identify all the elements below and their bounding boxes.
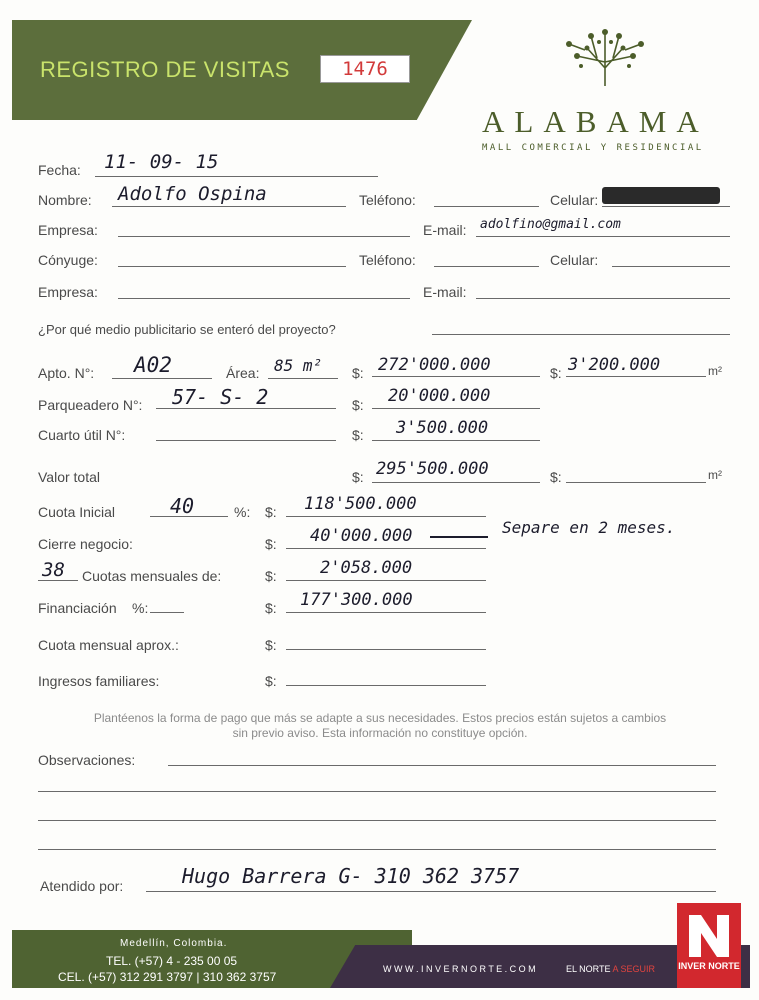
fecha-line bbox=[95, 176, 378, 177]
observaciones-line-3 bbox=[38, 820, 716, 821]
cuota-aprox-currency: $: bbox=[265, 637, 277, 653]
empresa-line bbox=[118, 236, 410, 237]
footer-tel: TEL. (+57) 4 - 235 00 05 bbox=[106, 954, 238, 968]
ingresos-line bbox=[286, 685, 486, 686]
cuarto-valor: 3'500.000 bbox=[396, 418, 489, 438]
footer-website: W W W . I N V E R N O R T E . C O M bbox=[383, 964, 536, 974]
footer-slogan-part2: A SEGUIR bbox=[612, 964, 656, 974]
apto-valor: 272'000.000 bbox=[378, 355, 491, 375]
valor-m2-line bbox=[566, 376, 706, 377]
footer-slogan-part1: EL NORTE bbox=[566, 964, 611, 974]
disclaimer-line2: sin previo aviso. Esta información no constituye opción. bbox=[232, 726, 528, 740]
brand-subtitle: MALL COMERCIAL Y RESIDENCIAL bbox=[482, 143, 704, 153]
cierre-dash-stroke bbox=[430, 536, 488, 538]
alabama-tree-logo-icon bbox=[555, 26, 655, 90]
cuarto-label: Cuarto útil N°: bbox=[38, 427, 126, 443]
conyuge-celular-line bbox=[612, 266, 730, 267]
redacted-phone bbox=[602, 187, 720, 204]
email-label: E-mail: bbox=[423, 222, 467, 238]
conyuge-telefono-label: Teléfono: bbox=[359, 252, 416, 268]
logo-text: INVER NORTE bbox=[678, 961, 740, 971]
celular-label: Celular: bbox=[550, 192, 599, 208]
cierre-currency: $: bbox=[265, 536, 277, 552]
invernorte-n-icon bbox=[677, 907, 741, 963]
cuota-inicial-label: Cuota Inicial bbox=[38, 504, 116, 520]
m2-unit: m² bbox=[708, 364, 722, 378]
email2-label: E-mail: bbox=[423, 284, 467, 300]
conyuge-line bbox=[118, 266, 346, 267]
apto-currency: $: bbox=[352, 365, 364, 381]
observaciones-label: Observaciones: bbox=[38, 752, 136, 768]
conyuge-celular-label: Celular: bbox=[550, 252, 599, 268]
email2-line bbox=[476, 298, 730, 299]
parqueadero-valor-line bbox=[372, 408, 540, 409]
brand-name: ALABAMA bbox=[482, 104, 709, 139]
valor-total: 295'500.000 bbox=[376, 459, 489, 479]
nombre-label: Nombre: bbox=[38, 192, 92, 208]
area-value: 85 m² bbox=[274, 356, 323, 375]
email-value: adolfino@gmail.com bbox=[480, 217, 621, 232]
area-line bbox=[268, 378, 338, 379]
valor-total-m2-currency: $: bbox=[550, 469, 562, 485]
cuotas-currency: $: bbox=[265, 568, 277, 584]
observaciones-line-2 bbox=[38, 791, 716, 792]
cuota-mensual-line bbox=[286, 580, 486, 581]
empresa2-label: Empresa: bbox=[38, 284, 98, 300]
empresa2-line bbox=[118, 298, 410, 299]
fecha-value: 11- 09- 15 bbox=[104, 151, 219, 173]
parqueadero-value: 57- S- 2 bbox=[172, 385, 269, 409]
area-label: Área: bbox=[226, 365, 260, 381]
cuota-inicial-percent: %: bbox=[234, 504, 251, 520]
conyuge-label: Cónyuge: bbox=[38, 252, 98, 268]
cuota-inicial-valor: 118'500.000 bbox=[304, 494, 417, 514]
valor-total-m2-line bbox=[566, 482, 706, 483]
atendido-line bbox=[146, 891, 716, 892]
cierre-valor: 40'000.000 bbox=[310, 526, 413, 546]
cuarto-line bbox=[156, 440, 336, 441]
m2-currency: $: bbox=[550, 365, 562, 381]
parqueadero-label: Parqueadero N°: bbox=[38, 397, 143, 413]
conyuge-telefono-line bbox=[434, 266, 539, 267]
telefono-label: Teléfono: bbox=[359, 192, 416, 208]
medio-line bbox=[432, 334, 730, 335]
observaciones-line-4 bbox=[38, 849, 716, 850]
cuotas-mensuales-label: Cuotas mensuales de: bbox=[82, 568, 222, 584]
fecha-label: Fecha: bbox=[38, 162, 81, 178]
valor-total-currency: $: bbox=[352, 469, 364, 485]
cierre-label: Cierre negocio: bbox=[38, 536, 133, 552]
medio-label: ¿Por qué medio publicitario se enteró del proyecto? bbox=[38, 322, 336, 337]
cuarto-valor-line bbox=[372, 440, 540, 441]
parqueadero-valor: 20'000.000 bbox=[388, 386, 491, 406]
financiacion-label: Financiación bbox=[38, 600, 117, 616]
footer-city: Medellín, Colombia. bbox=[120, 938, 228, 949]
financiacion-pct-line bbox=[150, 612, 184, 613]
cuota-mensual-valor: 2'058.000 bbox=[320, 558, 413, 578]
cuota-inicial-pct: 40 bbox=[170, 494, 195, 518]
apto-valor-line bbox=[372, 376, 540, 377]
observaciones-line-1 bbox=[168, 765, 716, 766]
invernorte-logo bbox=[677, 903, 741, 988]
atendido-label: Atendido por: bbox=[40, 878, 124, 894]
financiacion-pct-label: %: bbox=[132, 600, 149, 616]
cierre-valor-line bbox=[286, 548, 486, 549]
footer-slogan bbox=[566, 964, 655, 974]
cuota-inicial-currency: $: bbox=[265, 504, 277, 520]
ingresos-currency: $: bbox=[265, 673, 277, 689]
valor-total-m2-unit: m² bbox=[708, 468, 722, 482]
empresa-label: Empresa: bbox=[38, 222, 98, 238]
cuota-aprox-line bbox=[286, 649, 486, 650]
atendido-value: Hugo Barrera G- 310 362 3757 bbox=[182, 864, 520, 888]
cuarto-currency: $: bbox=[352, 427, 364, 443]
valor-m2: 3'200.000 bbox=[568, 355, 661, 375]
form-number: 1476 bbox=[320, 55, 410, 83]
form-title: REGISTRO DE VISITAS bbox=[40, 57, 290, 82]
cierre-nota: Separe en 2 meses. bbox=[502, 518, 676, 537]
apto-value: A02 bbox=[134, 353, 172, 377]
email-line bbox=[476, 236, 730, 237]
cuota-inicial-valor-line bbox=[286, 516, 486, 517]
apto-label: Apto. N°: bbox=[38, 365, 95, 381]
apto-line bbox=[112, 378, 212, 379]
parqueadero-currency: $: bbox=[352, 397, 364, 413]
valor-total-line bbox=[372, 482, 540, 483]
financiacion-currency: $: bbox=[265, 600, 277, 616]
nombre-value: Adolfo Ospina bbox=[118, 183, 267, 205]
disclaimer-line1: Plantéenos la forma de pago que más se adapte a sus necesidades. Estos precios están sujetos a cambios bbox=[93, 711, 667, 725]
ingresos-label: Ingresos familiares: bbox=[38, 673, 160, 689]
financiacion-valor: 177'300.000 bbox=[300, 590, 413, 610]
valor-total-label: Valor total bbox=[38, 469, 100, 485]
footer-cel: CEL. (+57) 312 291 3797 | 310 362 3757 bbox=[58, 970, 277, 984]
num-cuotas: 38 bbox=[42, 559, 65, 581]
celular-line bbox=[602, 206, 730, 207]
cuota-aprox-label: Cuota mensual aprox.: bbox=[38, 637, 179, 653]
financiacion-valor-line bbox=[286, 612, 486, 613]
telefono-line bbox=[434, 206, 539, 207]
nombre-line bbox=[112, 206, 346, 207]
